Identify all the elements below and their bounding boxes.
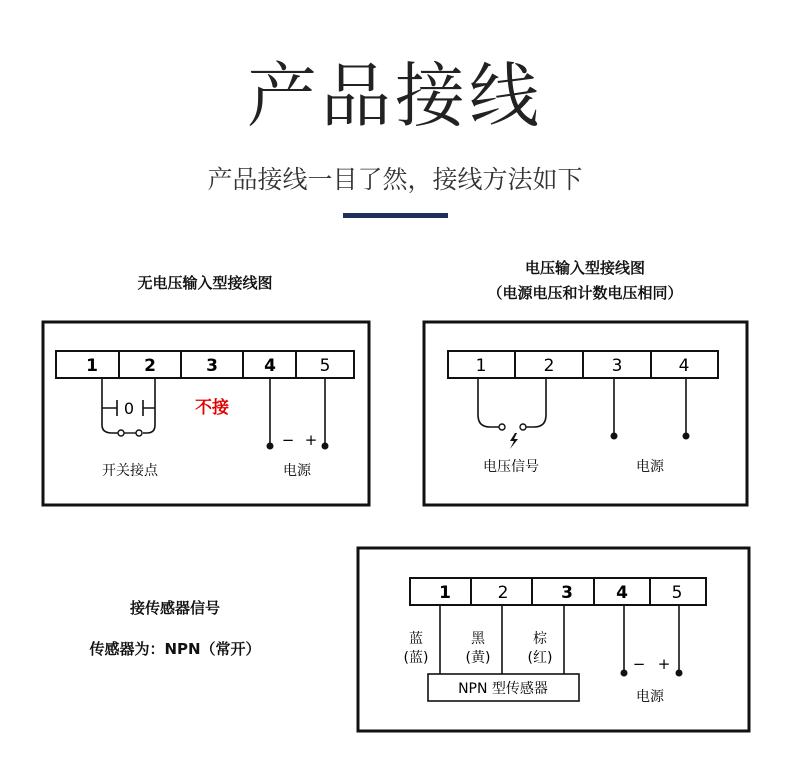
diagram3 — [358, 548, 749, 731]
d3-power-label: 电源 — [636, 689, 664, 705]
diagram2 — [424, 322, 747, 505]
diagram3-terminal-strip — [410, 578, 706, 605]
npn-sensor-label: NPN 型传感器 — [458, 681, 548, 697]
d3-terminal-1: 1 — [439, 583, 451, 603]
d2-power-label: 电源 — [636, 459, 664, 475]
d1-plus: + — [304, 431, 318, 449]
sensor-type-label: 传感器为：NPN（常开） — [89, 640, 261, 658]
wire2-color: 黑 — [471, 631, 485, 647]
diagram2-heading: 电压输入型接线图 — [524, 259, 645, 277]
d2-terminal-1: 1 — [475, 356, 487, 376]
wire2-alt-color: (黄) — [465, 650, 491, 666]
d3-terminal-3: 3 — [561, 583, 573, 603]
d1-terminal-4: 4 — [264, 356, 276, 376]
lightning-icon — [510, 433, 518, 449]
wire1-color: 蓝 — [409, 631, 423, 647]
diagram2-subheading: （电源电压和计数电压相同） — [487, 284, 683, 302]
d3-terminal-4: 4 — [616, 583, 628, 603]
diagram3-heading: 接传感器信号 — [129, 599, 220, 617]
d2-terminal-2: 2 — [543, 356, 555, 376]
d3-minus: − — [632, 655, 646, 673]
d3-terminal-5: 5 — [671, 583, 683, 603]
d1-terminal-3: 3 — [206, 356, 218, 376]
d1-minus: − — [281, 431, 295, 449]
d3-plus: + — [657, 655, 671, 673]
d1-power-label: 电源 — [283, 463, 311, 479]
wire1-alt-color: (蓝) — [403, 650, 429, 666]
diagram1 — [43, 322, 369, 505]
not-connected-label: 不接 — [195, 398, 229, 418]
d3-terminal-2: 2 — [497, 583, 509, 603]
contact-symbol: 0 — [123, 399, 135, 418]
wire3-color: 棕 — [533, 631, 547, 647]
d1-terminal-1: 1 — [86, 356, 98, 376]
voltage-signal-label: 电压信号 — [483, 459, 539, 475]
diagram2-frame — [424, 322, 747, 505]
diagram1-terminal-strip — [56, 351, 354, 378]
diagram1-heading: 无电压输入型接线图 — [137, 274, 273, 292]
d2-terminal-4: 4 — [678, 356, 690, 376]
wire3-alt-color: (红) — [527, 650, 553, 666]
contact-label: 开关接点 — [102, 463, 158, 479]
page-subtitle: 产品接线一目了然，接线方法如下 — [207, 165, 583, 194]
d2-terminal-3: 3 — [611, 356, 623, 376]
d1-terminal-5: 5 — [319, 356, 331, 376]
d1-terminal-2: 2 — [144, 356, 156, 376]
page-title: 产品接线 — [247, 55, 543, 137]
